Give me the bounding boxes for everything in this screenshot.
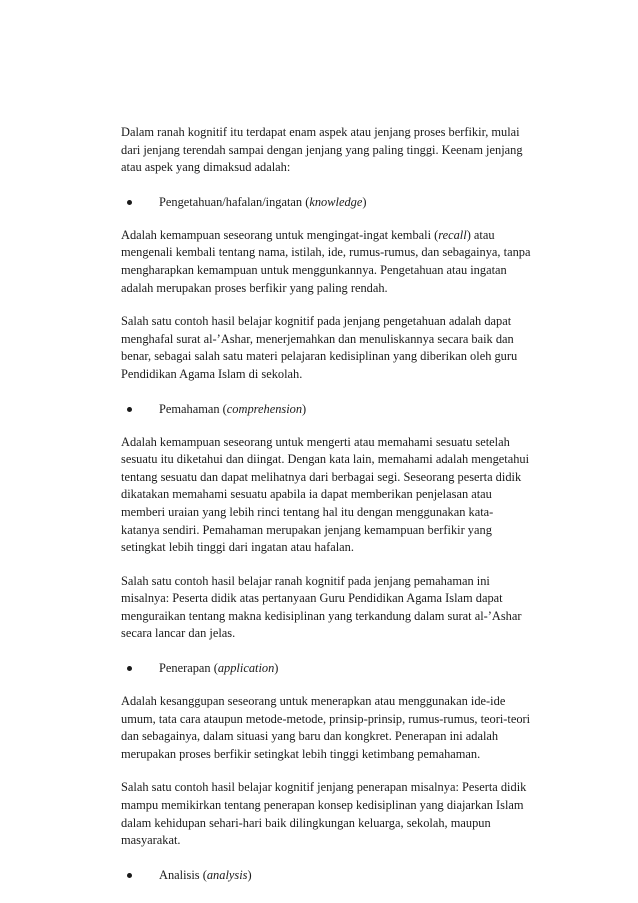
bullet-dot-icon xyxy=(127,407,132,412)
paragraph-line: Salah satu contoh hasil belajar kognitif pada jenjang pengetahuan adalah dapat xyxy=(121,314,512,329)
paragraph-line xyxy=(121,486,551,504)
paragraph-line xyxy=(121,451,551,469)
paragraph-line xyxy=(121,746,551,764)
bullet-item: Pengetahuan/hafalan/ingatan (knowledge) xyxy=(121,193,551,211)
example-paragraph xyxy=(121,779,551,849)
paragraph-line: misalnya: Peserta didik atas pertanyaan Guru Pendidikan Agama Islam dapat xyxy=(121,591,503,606)
paragraph-line xyxy=(121,262,551,280)
text-run: Adalah kemampuan seseorang untuk mengerti atau memahami sesuatu setelah xyxy=(121,434,510,449)
paragraph-line xyxy=(121,522,551,540)
paragraph-line xyxy=(121,469,551,487)
bullet-item: Analisis (analysis) xyxy=(121,866,551,884)
paragraph-line: mampu memikirkan tentang penerapan konsep kedisiplinan yang diajarkan Islam xyxy=(121,798,524,813)
text-run: dan sebagainya, dalam situasi yang baru dan kongkret. Penerapan ini adalah xyxy=(121,729,499,744)
text-run: umum, tata cara ataupun metode-metode, prinsip-prinsip, rumus-rumus, teori-teori xyxy=(121,711,531,726)
paragraph-line: dari jenjang terendah sampai dengan jenjang yang paling tinggi. Keenam jenjang xyxy=(121,142,523,157)
text-run: Adalah kemampuan seseorang untuk mengingat-ingat kembali ( xyxy=(121,227,439,242)
bullet-term-english: analysis xyxy=(206,867,248,882)
paragraph-line xyxy=(121,693,551,711)
paragraph-line: secara lancar dan jelas. xyxy=(121,626,236,641)
paragraph-line: menguraikan tentang makna kedisiplinan yang terkandung dalam surat al-’Ashar xyxy=(121,608,522,623)
bullet-term-english: application xyxy=(217,661,275,676)
text-run: mengharapkan kemampuan untuk menggunkannya. Pengetahuan atau ingatan xyxy=(121,262,507,277)
paragraph-line: Salah satu contoh hasil belajar kognitif jenjang penerapan misalnya: Peserta didik xyxy=(121,780,527,795)
bullet-term-english: comprehension xyxy=(226,401,303,416)
example-paragraph xyxy=(121,313,551,383)
bullet-item: Pemahaman (comprehension) xyxy=(121,400,551,418)
definition-paragraph xyxy=(121,227,551,297)
bullet-term: Pengetahuan/hafalan/ingatan xyxy=(159,194,303,209)
text-run: Adalah kesanggupan seseorang untuk menerapkan atau menggunakan ide-ide xyxy=(121,694,506,709)
paragraph-line: masyarakat. xyxy=(121,833,181,848)
bullet-dot-icon xyxy=(127,873,132,878)
paragraph-line xyxy=(121,227,551,245)
paragraph-line: dalam kehidupan sehari-hari baik dilingkungan keluarga, sekolah, maupun xyxy=(121,815,491,830)
paragraph-line: menghafal surat al-’Ashar, menerjemahkan dan menuliskannya secara baik dan xyxy=(121,331,514,346)
paragraph-line: Pendidikan Agama Islam di sekolah. xyxy=(121,366,303,381)
paragraph-line: atau aspek yang dimaksud adalah: xyxy=(121,160,291,175)
text-run: adalah merupakan proses berfikir yang paling rendah. xyxy=(121,280,388,295)
text-run: dikatakan memahami sesuatu apabila ia dapat memberikan penjelasan atau xyxy=(121,487,492,502)
definition-paragraph xyxy=(121,434,551,557)
paragraph-line xyxy=(121,434,551,452)
intro-paragraph xyxy=(121,124,551,177)
paragraph-line xyxy=(121,244,551,262)
text-run: merupakan proses berfikir setingkat lebih tinggi ketimbang pemahaman. xyxy=(121,746,481,761)
text-run: tentang sesuatu dan dapat melihatnya dari berbagai segi. Seseorang peserta didik xyxy=(121,469,522,484)
paragraph-line xyxy=(121,728,551,746)
bullet-term-english: knowledge xyxy=(309,194,363,209)
text-run: ) atau xyxy=(466,227,495,242)
bullet-item: Penerapan (application) xyxy=(121,659,551,677)
bullet-term: Analisis xyxy=(159,867,200,882)
paragraph-line xyxy=(121,280,551,298)
bullet-dot-icon xyxy=(127,200,132,205)
text-run: setingkat lebih tinggi dari ingatan atau hafalan. xyxy=(121,540,354,555)
text-run: memberi uraian yang lebih rinci tentang hal itu dengan menggunakan kata- xyxy=(121,504,494,519)
paragraph-line xyxy=(121,711,551,729)
inline-term: recall xyxy=(438,227,467,242)
text-run: katanya sendiri. Pemahaman merupakan jenjang kemampuan berfikir yang xyxy=(121,522,492,537)
bullet-term: Penerapan xyxy=(159,661,211,676)
paragraph-line: benar, sebagai salah satu materi pelajaran kedisiplinan yang diberikan oleh guru xyxy=(121,349,518,364)
bullet-term: Pemahaman xyxy=(159,401,220,416)
bullet-dot-icon xyxy=(127,666,132,671)
definition-paragraph xyxy=(121,693,551,763)
document-body xyxy=(121,124,551,900)
text-run: mengenali kembali tentang nama, istilah, ide, rumus-rumus, dan sebagainya, tanpa xyxy=(121,245,531,260)
paragraph-line: Dalam ranah kognitif itu terdapat enam aspek atau jenjang proses berfikir, mulai xyxy=(121,125,520,139)
paragraph-line xyxy=(121,504,551,522)
paragraph-line: Salah satu contoh hasil belajar ranah kognitif pada jenjang pemahaman ini xyxy=(121,573,490,588)
text-run: sesuatu itu diketahui dan diingat. Dengan kata lain, memahami adalah mengetahui xyxy=(121,452,530,467)
paragraph-line xyxy=(121,539,551,557)
example-paragraph xyxy=(121,573,551,643)
